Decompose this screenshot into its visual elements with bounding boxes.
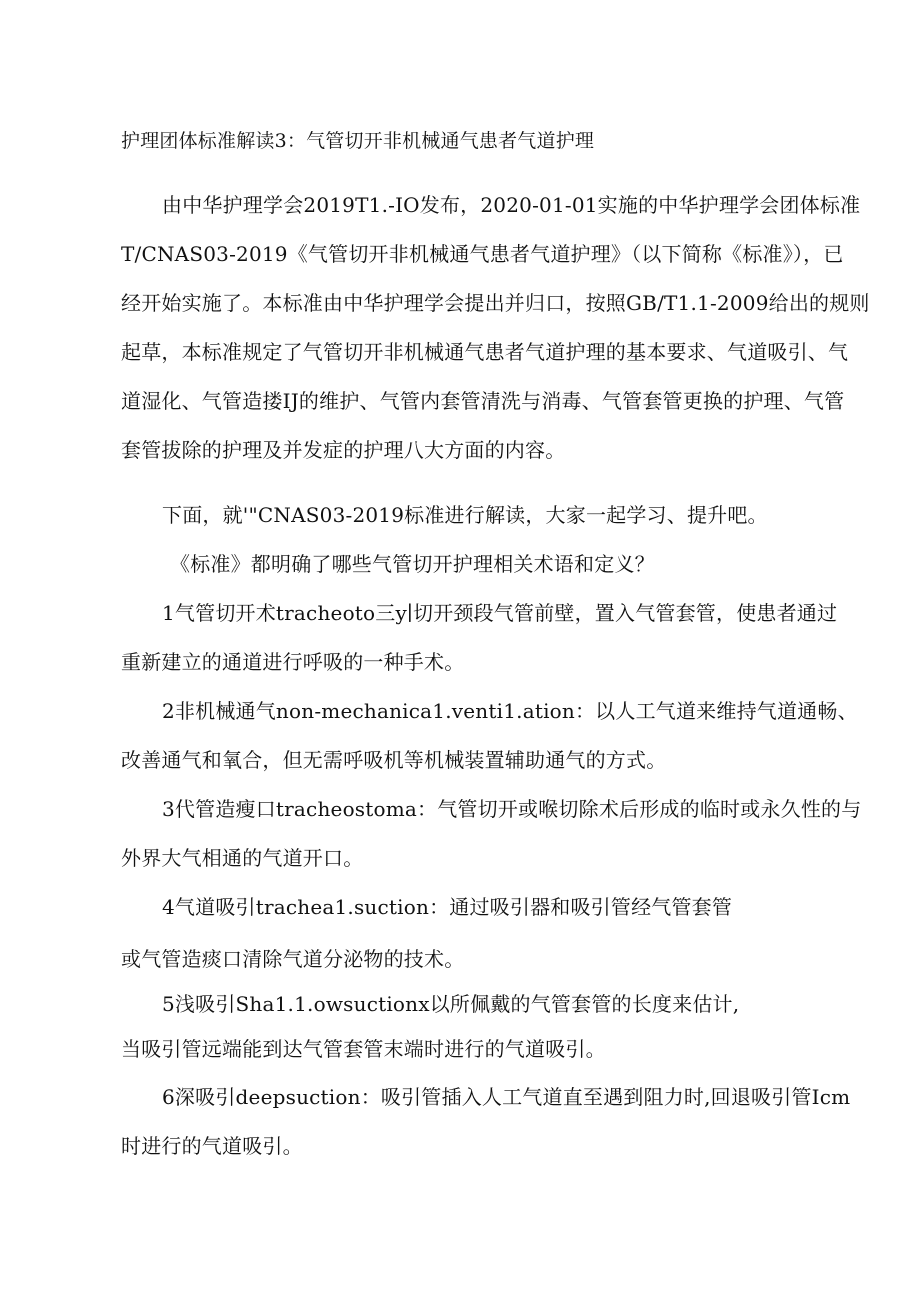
intro-line-1: 由中华护理学会2019T1.-IO发布，2020-01-01实施的中华护理学会团体标准 bbox=[162, 193, 861, 217]
intro-line-6: 套管拔除的护理及并发症的护理八大方面的内容。 bbox=[121, 438, 566, 462]
term-2-line-1: 2非机械通气non-mechanica1.venti1.ation：以人工气道来维持气道通畅、 bbox=[162, 699, 858, 723]
intro-line-2: T/CNAS03-2019《气管切开非机械通气患者气道护理》（以下简称《标准》），已 bbox=[121, 242, 844, 266]
term-1-line-2: 重新建立的通道进行呼吸的一种手术。 bbox=[121, 650, 465, 674]
intro-line-3: 经开始实施了。本标准由中华护理学会提出并归口，按照GB/T1.1-2009给出的规则 bbox=[121, 291, 870, 315]
intro-line-5: 道湿化、气管造搂IJ的维护、气管内套管清洗与消毒、气管套管更换的护理、气管 bbox=[121, 389, 845, 413]
term-4-line-1: 4气道吸引trachea1.suction：通过吸引器和吸引管经气管套管 bbox=[162, 895, 733, 919]
term-2-line-2: 改善通气和氧合，但无需呼吸机等机械装置辅助通气的方式。 bbox=[121, 748, 667, 772]
term-6-line-2: 时进行的气道吸引。 bbox=[121, 1134, 303, 1158]
term-5-line-1: 5浅吸引Sha1.1.owsuctionx以所佩戴的气管套管的长度来估计, bbox=[162, 992, 740, 1016]
document-title: 护理团体标准解读3：气管切开非机械通气患者气道护理 bbox=[121, 130, 595, 152]
term-5-line-2: 当吸引管远端能到达气管套管末端时进行的气道吸引。 bbox=[121, 1037, 606, 1061]
term-4-line-2: 或气管造痰口清除气道分泌物的技术。 bbox=[121, 947, 465, 971]
intro-line-4: 起草，本标准规定了气管切开非机械通气患者气道护理的基本要求、气道吸引、气 bbox=[121, 340, 849, 364]
term-1-line-1: 1气管切开术tracheoto三y∣切开颈段气管前壁，置入气管套管，使患者通过 bbox=[162, 601, 838, 625]
lead-paragraph: 下面，就'"CNAS03-2019标准进行解读，大家一起学习、提升吧。 bbox=[162, 503, 768, 527]
term-3-line-1: 3代管造瘦口tracheostoma：气管切开或喉切除术后形成的临时或永久性的与 bbox=[162, 797, 862, 821]
term-3-line-2: 外界大气相通的气道开口。 bbox=[121, 846, 364, 870]
term-6-line-1: 6深吸引deepsuction：吸引管插入人工气道直至遇到阻力时,回退吸引管Icm bbox=[162, 1085, 851, 1109]
question-heading: 《标准》都明确了哪些气管切开护理相关术语和定义？ bbox=[170, 552, 655, 576]
